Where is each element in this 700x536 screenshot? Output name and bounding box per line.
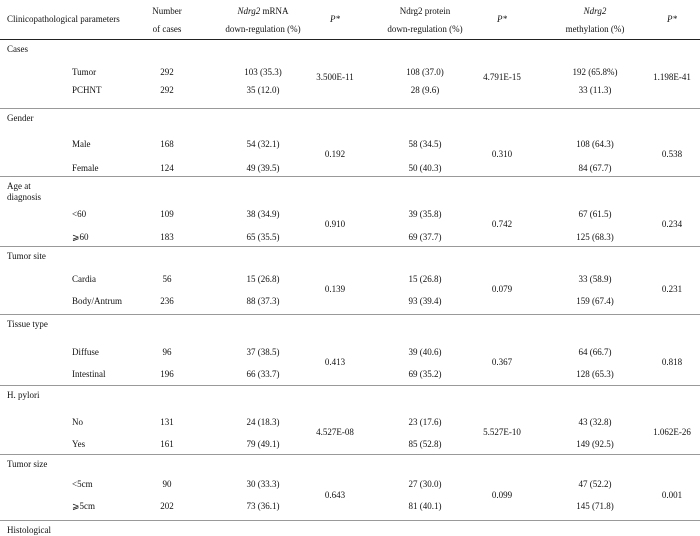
row-subgroup: Intestinal (72, 369, 106, 379)
cell-p-methylation: 1.198E-41 (653, 72, 691, 82)
cell-mrna-downregulation: 66 (33.7) (246, 369, 280, 379)
cell-mrna-downregulation: 79 (49.1) (246, 439, 280, 449)
cell-protein-downregulation: 15 (26.8) (408, 274, 442, 284)
cell-p-mrna: 0.910 (324, 219, 346, 229)
cell-p-protein: 0.742 (491, 219, 513, 229)
header-meth-gene: Ndrg2 (583, 6, 607, 16)
cell-number-of-cases: 161 (160, 439, 174, 449)
cell-p-mrna: 0.139 (324, 284, 346, 294)
cell-number-of-cases: 168 (160, 139, 174, 149)
header-parameters: Clinicopathological parameters (7, 14, 120, 24)
cell-methylation: 33 (11.3) (578, 85, 612, 95)
row-subgroup: No (72, 417, 83, 427)
cell-protein-downregulation: 81 (40.1) (408, 501, 442, 511)
header-p-protein: P* (497, 14, 507, 24)
cell-mrna-downregulation: 38 (34.9) (246, 209, 280, 219)
row-subgroup: <60 (72, 209, 87, 219)
header-meth: methylation (%) (565, 24, 625, 34)
header-mrna-gene: Ndrg2 (237, 6, 261, 16)
group-label: Gender (7, 113, 34, 123)
cell-p-methylation: 0.538 (661, 149, 683, 159)
cell-p-mrna: 3.500E-11 (316, 72, 354, 82)
cell-number-of-cases: 131 (160, 417, 174, 427)
cell-p-methylation: 0.001 (661, 490, 683, 500)
cell-p-protein: 5.527E-10 (483, 427, 521, 437)
group-label: Age at (7, 181, 31, 191)
cell-methylation: 67 (61.5) (578, 209, 612, 219)
cell-p-mrna: 0.192 (324, 149, 346, 159)
group-divider (0, 520, 700, 521)
row-subgroup: Female (72, 163, 99, 173)
cell-protein-downregulation: 50 (40.3) (408, 163, 442, 173)
cell-protein-downregulation: 108 (37.0) (406, 67, 444, 77)
cell-mrna-downregulation: 65 (35.5) (246, 232, 280, 242)
header-protein-down: down-regulation (%) (387, 24, 463, 34)
cell-mrna-downregulation: 88 (37.3) (246, 296, 280, 306)
header-p-mrna: P* (330, 14, 340, 24)
cell-p-protein: 0.099 (491, 490, 513, 500)
cell-number-of-cases: 236 (160, 296, 174, 306)
group-divider (0, 176, 700, 177)
group-label: Cases (7, 44, 28, 54)
group-divider (0, 454, 700, 455)
cell-number-of-cases: 90 (162, 479, 172, 489)
cell-mrna-downregulation: 54 (32.1) (246, 139, 280, 149)
cell-mrna-downregulation: 37 (38.5) (246, 347, 280, 357)
cell-protein-downregulation: 85 (52.8) (408, 439, 442, 449)
cell-p-mrna: 0.643 (324, 490, 346, 500)
header-number: Number (152, 6, 182, 16)
cell-p-protein: 0.367 (491, 357, 513, 367)
header-protein: Ndrg2 protein (399, 6, 451, 16)
cell-mrna-downregulation: 30 (33.3) (246, 479, 280, 489)
group-divider (0, 246, 700, 247)
group-divider (0, 385, 700, 386)
cell-protein-downregulation: 27 (30.0) (408, 479, 442, 489)
cell-methylation: 84 (67.7) (578, 163, 612, 173)
header-of-cases: of cases (152, 24, 182, 34)
cell-protein-downregulation: 69 (37.7) (408, 232, 442, 242)
row-subgroup: Yes (72, 439, 86, 449)
cell-p-protein: 0.079 (491, 284, 513, 294)
cell-number-of-cases: 183 (160, 232, 174, 242)
cell-p-mrna: 0.413 (324, 357, 346, 367)
cell-mrna-downregulation: 15 (26.8) (246, 274, 280, 284)
header-mrna (238, 6, 289, 17)
cell-p-mrna: 4.527E-08 (316, 427, 354, 437)
row-subgroup: Cardia (72, 274, 96, 284)
cell-methylation: 43 (32.8) (578, 417, 612, 427)
cell-protein-downregulation: 28 (9.6) (410, 85, 440, 95)
cell-methylation: 64 (66.7) (578, 347, 612, 357)
cell-protein-downregulation: 93 (39.4) (408, 296, 442, 306)
cell-p-methylation: 0.231 (661, 284, 683, 294)
group-divider (0, 314, 700, 315)
cell-methylation: 159 (67.4) (576, 296, 614, 306)
cell-number-of-cases: 109 (160, 209, 174, 219)
cell-number-of-cases: 124 (160, 163, 174, 173)
cell-p-protein: 4.791E-15 (483, 72, 521, 82)
cell-mrna-downregulation: 35 (12.0) (246, 85, 280, 95)
cell-p-methylation: 0.818 (661, 357, 683, 367)
row-subgroup: Male (72, 139, 91, 149)
cell-mrna-downregulation: 73 (36.1) (246, 501, 280, 511)
cell-methylation: 128 (65.3) (576, 369, 614, 379)
row-subgroup: <5cm (72, 479, 93, 489)
group-label: Histological (7, 525, 51, 535)
cell-methylation: 47 (52.2) (578, 479, 612, 489)
row-subgroup: ⩾5cm (72, 501, 96, 511)
cell-mrna-downregulation: 103 (35.3) (244, 67, 282, 77)
cell-number-of-cases: 196 (160, 369, 174, 379)
cell-p-methylation: 0.234 (661, 219, 683, 229)
cell-protein-downregulation: 39 (35.8) (408, 209, 442, 219)
header-mrna-rest: mRNA (260, 6, 289, 16)
cell-number-of-cases: 202 (160, 501, 174, 511)
group-label-line2: diagnosis (7, 192, 42, 202)
row-subgroup: Diffuse (72, 347, 99, 357)
group-label: Tumor site (7, 251, 46, 261)
cell-mrna-downregulation: 24 (18.3) (246, 417, 280, 427)
cell-methylation: 145 (71.8) (576, 501, 614, 511)
cell-protein-downregulation: 58 (34.5) (408, 139, 442, 149)
header-mrna-down: down-regulation (%) (225, 24, 301, 34)
cell-methylation: 108 (64.3) (576, 139, 614, 149)
row-subgroup: Body/Antrum (72, 296, 123, 306)
cell-methylation: 192 (65.8%) (572, 67, 618, 77)
group-label: Tumor size (7, 459, 48, 469)
group-label: H. pylori (7, 390, 40, 400)
cell-number-of-cases: 292 (160, 85, 174, 95)
cell-number-of-cases: 96 (162, 347, 172, 357)
cell-protein-downregulation: 23 (17.6) (408, 417, 442, 427)
cell-p-protein: 0.310 (491, 149, 513, 159)
row-subgroup: ⩾60 (72, 232, 89, 242)
group-label: Tissue type (7, 319, 48, 329)
group-divider (0, 108, 700, 109)
header-rule (0, 39, 700, 40)
cell-number-of-cases: 292 (160, 67, 174, 77)
row-subgroup: PCHNT (72, 85, 102, 95)
cell-protein-downregulation: 39 (40.6) (408, 347, 442, 357)
cell-p-methylation: 1.062E-26 (653, 427, 691, 437)
cell-number-of-cases: 56 (162, 274, 172, 284)
cell-methylation: 149 (92.5) (576, 439, 614, 449)
row-subgroup: Tumor (72, 67, 97, 77)
header-p-meth: P* (667, 14, 677, 24)
cell-methylation: 125 (68.3) (576, 232, 614, 242)
cell-mrna-downregulation: 49 (39.5) (246, 163, 280, 173)
cell-protein-downregulation: 69 (35.2) (408, 369, 442, 379)
cell-methylation: 33 (58.9) (578, 274, 612, 284)
